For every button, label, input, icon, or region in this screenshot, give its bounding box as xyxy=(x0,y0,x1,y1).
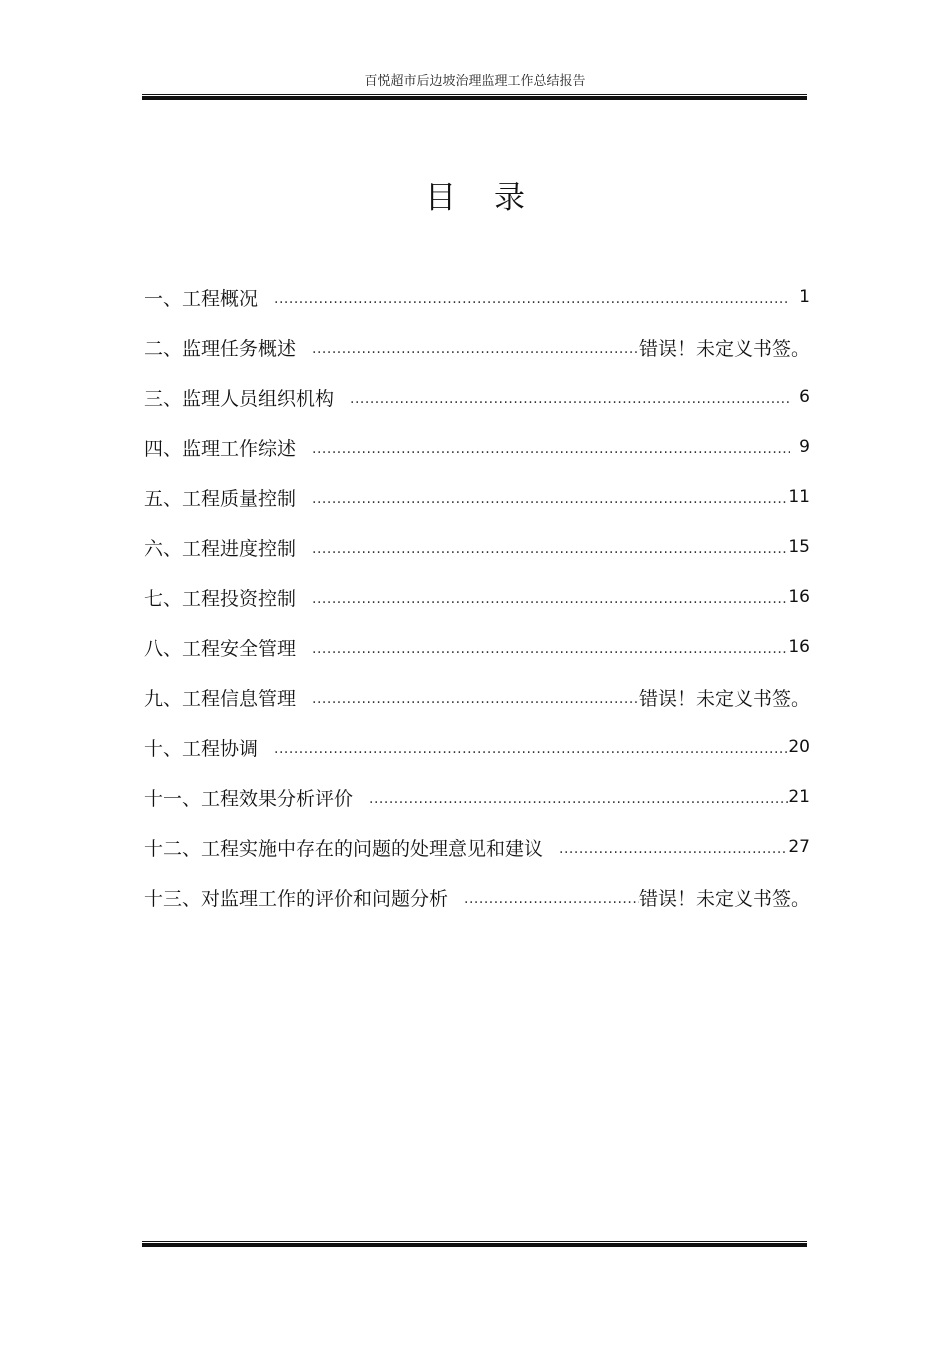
toc-entry[interactable] xyxy=(144,872,810,922)
toc-entry-label: 六、工程进度控制 xyxy=(144,537,297,560)
toc-entry[interactable] xyxy=(144,422,810,472)
toc-entry-label: 十三、对监理工作的评价和问题分析 xyxy=(144,887,449,910)
toc-entry[interactable] xyxy=(144,272,810,322)
toc-entry-page: 6 xyxy=(799,387,810,407)
toc-dot-leader xyxy=(274,738,788,756)
toc-dot-leader xyxy=(312,488,788,506)
toc-entry-label: 二、监理任务概述 xyxy=(144,337,297,360)
toc-entry[interactable] xyxy=(144,822,810,872)
toc-entry-label: 七、工程投资控制 xyxy=(144,587,297,610)
toc-entry-page: 16 xyxy=(788,587,810,607)
toc-entry-label: 十、工程协调 xyxy=(144,737,259,760)
toc-entry[interactable] xyxy=(144,572,810,622)
header-rule xyxy=(142,94,807,100)
footer-rule xyxy=(142,1241,807,1247)
toc-entry-label: 五、工程质量控制 xyxy=(144,487,297,510)
toc-dot-leader xyxy=(312,588,788,606)
toc-dot-leader xyxy=(312,338,639,356)
toc-list xyxy=(144,272,810,922)
toc-entry-page: 20 xyxy=(788,737,810,757)
toc-entry-page: 1 xyxy=(799,287,810,307)
toc-entry[interactable] xyxy=(144,722,810,772)
toc-entry[interactable] xyxy=(144,772,810,822)
toc-entry-page: 11 xyxy=(788,487,810,507)
toc-dot-leader xyxy=(312,638,788,656)
toc-entry[interactable] xyxy=(144,672,810,722)
toc-title: 目录 xyxy=(425,180,563,216)
toc-entry-page: 错误！未定义书签。 xyxy=(638,887,810,910)
toc-entry-label: 十一、工程效果分析评价 xyxy=(144,787,354,810)
toc-entry-page: 错误！未定义书签。 xyxy=(638,337,810,360)
toc-dot-leader xyxy=(464,888,639,906)
toc-entry-label: 九、工程信息管理 xyxy=(144,687,297,710)
toc-dot-leader xyxy=(274,288,790,306)
toc-dot-leader xyxy=(559,838,788,856)
toc-entry[interactable] xyxy=(144,472,810,522)
toc-entry-page: 错误！未定义书签。 xyxy=(638,687,810,710)
toc-entry-page: 16 xyxy=(788,637,810,657)
toc-dot-leader xyxy=(312,538,788,556)
toc-entry-page: 27 xyxy=(788,837,810,857)
toc-dot-leader xyxy=(350,388,790,406)
toc-dot-leader xyxy=(312,688,639,706)
toc-entry-label: 一、工程概况 xyxy=(144,287,259,310)
toc-entry-page: 9 xyxy=(799,437,810,457)
toc-entry-page: 21 xyxy=(788,787,810,807)
toc-entry-label: 三、监理人员组织机构 xyxy=(144,387,335,410)
toc-entry[interactable] xyxy=(144,372,810,422)
toc-entry[interactable] xyxy=(144,322,810,372)
toc-entry-label: 四、监理工作综述 xyxy=(144,437,297,460)
toc-dot-leader xyxy=(369,788,788,806)
toc-entry[interactable] xyxy=(144,622,810,672)
toc-entry[interactable] xyxy=(144,522,810,572)
toc-entry-label: 八、工程安全管理 xyxy=(144,637,297,660)
toc-entry-page: 15 xyxy=(788,537,810,557)
toc-dot-leader xyxy=(312,438,790,456)
running-header: 百悦超市后边坡治理监理工作总结报告 xyxy=(364,74,586,89)
toc-entry-label: 十二、工程实施中存在的问题的处理意见和建议 xyxy=(144,837,544,860)
